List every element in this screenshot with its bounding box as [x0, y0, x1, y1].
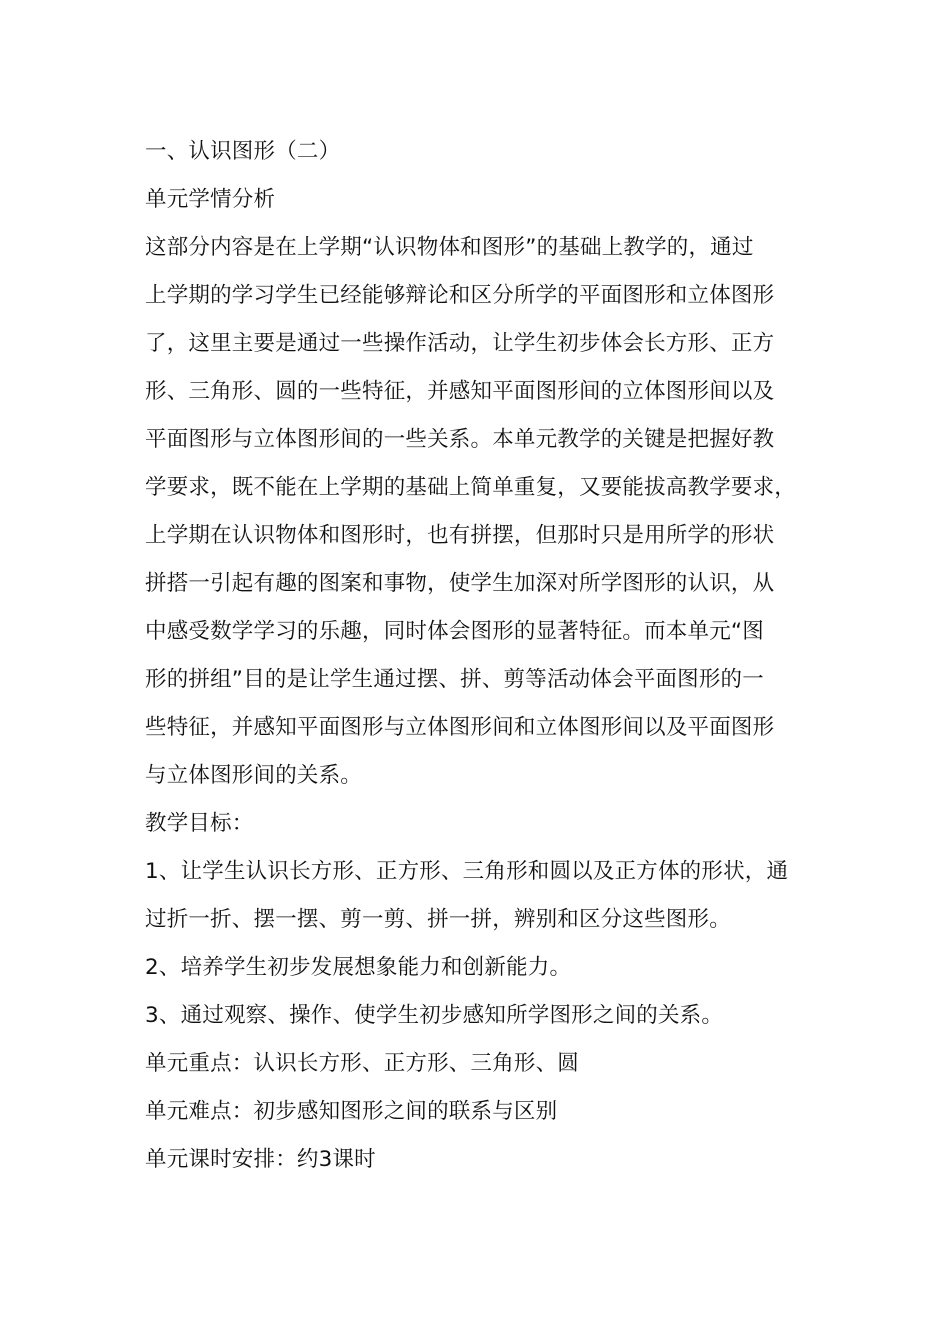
document-title: 一、认识图形（二）	[145, 139, 341, 164]
goals-heading: 教学目标：	[145, 811, 254, 836]
paragraph-line: 学要求，既不能在上学期的基础上简单重复，又要能拔高教学要求，	[145, 475, 797, 500]
key-points: 单元重点：认识长方形、正方形、三角形、圆	[145, 1051, 580, 1076]
lesson-schedule: 单元课时安排：约3课时	[145, 1147, 376, 1172]
paragraph-line: 形的拼组”目的是让学生通过摆、拼、剪等活动体会平面图形的一	[145, 667, 764, 692]
paragraph-line: 这部分内容是在上学期“认识物体和图形”的基础上教学的，通过	[145, 235, 754, 260]
paragraph-line: 上学期在认识物体和图形时，也有拼摆，但那时只是用所学的形状	[145, 523, 775, 548]
paragraph-line: 平面图形与立体图形间的一些关系。本单元教学的关键是把握好教	[145, 427, 775, 452]
goals-list	[145, 848, 807, 1040]
difficult-points: 单元难点：初步感知图形之间的联系与区别	[145, 1099, 558, 1124]
document-body	[145, 128, 807, 1184]
paragraph-line: 了，这里主要是通过一些操作活动，让学生初步体会长方形、正方	[145, 331, 775, 356]
paragraph-line: 与立体图形间的关系。	[145, 763, 363, 788]
goal-line: 过折一折、摆一摆、剪一剪、拼一拼，辨别和区分这些图形。	[145, 907, 731, 932]
paragraph-line: 拼搭一引起有趣的图案和事物，使学生加深对所学图形的认识，从	[145, 571, 775, 596]
paragraph-line: 形、三角形、圆的一些特征，并感知平面图形间的立体图形间以及	[145, 379, 775, 404]
paragraph-line: 上学期的学习学生已经能够辩论和区分所学的平面图形和立体图形	[145, 283, 775, 308]
analysis-paragraph	[145, 224, 807, 800]
goal-line: 3、通过观察、操作、使学生初步感知所学图形之间的关系。	[145, 1003, 724, 1028]
paragraph-line: 些特征，并感知平面图形与立体图形间和立体图形间以及平面图形	[145, 715, 775, 740]
goal-line: 2、培养学生初步发展想象能力和创新能力。	[145, 955, 572, 980]
paragraph-line: 中感受数学学习的乐趣，同时体会图形的显著特征。而本单元“图	[145, 619, 764, 644]
section-heading: 单元学情分析	[145, 187, 276, 212]
goal-line: 1、让学生认识长方形、正方形、三角形和圆以及正方体的形状，通	[145, 859, 789, 884]
